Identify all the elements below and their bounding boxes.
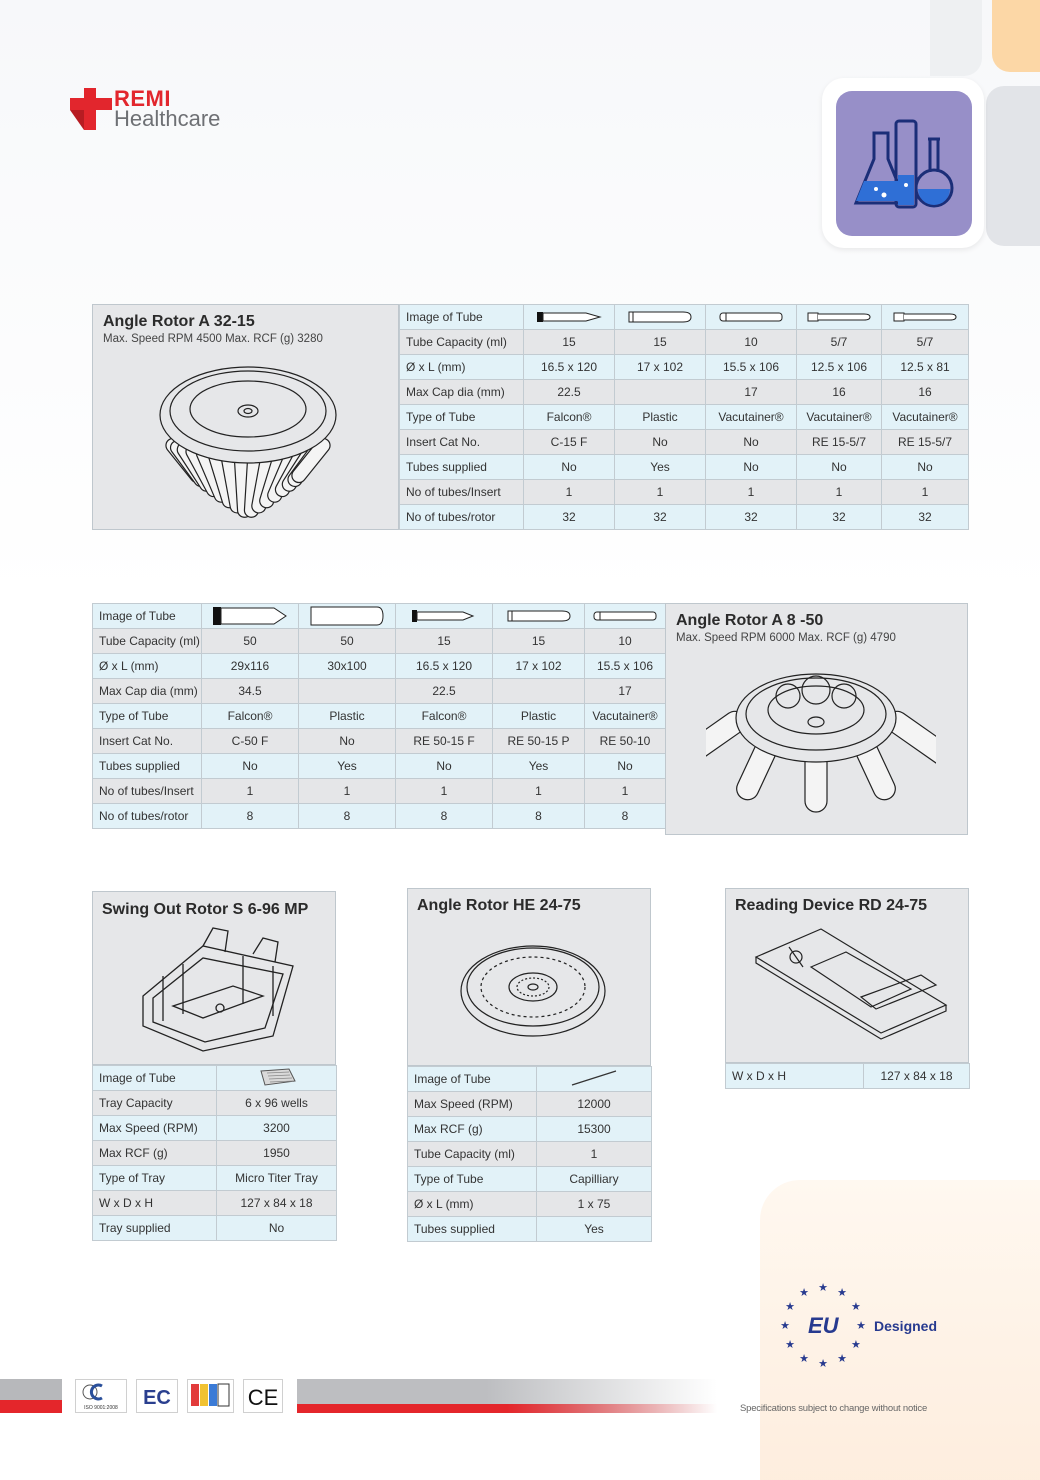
brand-logo	[70, 88, 250, 138]
spec-row	[93, 604, 666, 629]
spec-cell: 12000	[537, 1092, 652, 1117]
cross-logo-icon	[70, 88, 112, 130]
spec-row	[93, 1066, 337, 1091]
spec-row	[408, 1192, 652, 1217]
spec-cell: 127 x 84 x 18	[864, 1064, 970, 1089]
brand-name: REMI	[114, 86, 171, 111]
spec-cell: Micro Titer Tray	[217, 1166, 337, 1191]
tube-image-icon	[202, 604, 299, 629]
spec-row-label: Tubes supplied	[400, 455, 524, 480]
spec-cell: 32	[797, 505, 882, 530]
spec-cell: Yes	[615, 455, 706, 480]
spec-cell: 15	[615, 330, 706, 355]
tube-image-icon	[585, 604, 666, 629]
eu-star-icon: ★	[850, 1300, 861, 1313]
spec-cell: 8	[493, 804, 585, 829]
svg-text:EC: EC	[143, 1387, 171, 1409]
spec-cell: 1 x 75	[537, 1192, 652, 1217]
spec-row	[400, 355, 969, 380]
eu-star-icon: ★	[785, 1338, 796, 1351]
spec-cell: 1	[585, 779, 666, 804]
spec-row-label: Image of Tube	[408, 1067, 537, 1092]
reading-device-illustration	[751, 927, 951, 1047]
decorative-corner	[930, 0, 982, 76]
spec-cell: 1	[882, 480, 969, 505]
spec-cell: 1	[493, 779, 585, 804]
spec-cell: 22.5	[396, 679, 493, 704]
spec-row-label: Tray Capacity	[93, 1091, 217, 1116]
rotor-a32-title: Angle Rotor A 32-15	[103, 313, 255, 330]
rotor-a8-illustration	[706, 656, 936, 834]
spec-row	[400, 455, 969, 480]
spec-row-label: Max Cap dia (mm)	[93, 679, 202, 704]
spec-row	[93, 1116, 337, 1141]
spec-row-label: W x D x H	[93, 1191, 217, 1216]
spec-row-label: Image of Tube	[93, 604, 202, 629]
spec-cell: 32	[524, 505, 615, 530]
reading-device-spec-table	[725, 1063, 970, 1089]
spec-cell: Falcon®	[396, 704, 493, 729]
eu-star-icon: ★	[799, 1351, 809, 1365]
spec-cell: Yes	[537, 1217, 652, 1242]
spec-cell: 5/7	[797, 330, 882, 355]
spec-row-label: No of tubes/rotor	[93, 804, 202, 829]
spec-row	[93, 654, 666, 679]
spec-row	[400, 480, 969, 505]
swing-rotor-spec-table	[92, 1065, 337, 1241]
spec-row	[408, 1167, 652, 1192]
spec-row-label: Ø x L (mm)	[408, 1192, 537, 1217]
footer-bar-left	[0, 1379, 62, 1413]
spec-row-label: Ø x L (mm)	[400, 355, 524, 380]
spec-row-label: No of tubes/Insert	[93, 779, 202, 804]
spec-cell	[493, 679, 585, 704]
spec-row	[93, 629, 666, 654]
spec-row	[93, 804, 666, 829]
spec-cell: 127 x 84 x 18	[217, 1191, 337, 1216]
spec-row	[93, 779, 666, 804]
spec-cell: Vacutainer®	[797, 405, 882, 430]
eu-star-icon: ★	[818, 1357, 828, 1370]
specifications-note: Specifications subject to change without notice	[740, 1403, 928, 1414]
eu-star-icon: ★	[785, 1300, 796, 1313]
spec-row	[726, 1064, 970, 1089]
rotor-a32-illustration	[133, 345, 363, 527]
spec-cell: 15	[396, 629, 493, 654]
spec-cell: Vacutainer®	[706, 405, 797, 430]
eu-star-icon: ★	[856, 1319, 866, 1332]
spec-row	[408, 1117, 652, 1142]
spec-row-label: W x D x H	[726, 1064, 864, 1089]
tube-image-icon	[493, 604, 585, 629]
spec-cell: Capilliary	[537, 1167, 652, 1192]
spec-cell: No	[524, 455, 615, 480]
spec-cell: 15	[524, 330, 615, 355]
ce-mark-icon	[243, 1379, 283, 1413]
rotor-a8-title: Angle Rotor A 8 -50	[676, 612, 824, 629]
rotor-a32-image-panel	[92, 304, 399, 530]
spec-cell: No	[217, 1216, 337, 1241]
eu-designed-label: Designed	[874, 1318, 938, 1334]
spec-cell: 30x100	[299, 654, 396, 679]
spec-cell: 32	[615, 505, 706, 530]
spec-row-label: Max RCF (g)	[408, 1117, 537, 1142]
spec-cell: 1	[396, 779, 493, 804]
tube-image-icon	[797, 305, 882, 330]
spec-cell: C-50 F	[202, 729, 299, 754]
spec-cell: 6 x 96 wells	[217, 1091, 337, 1116]
swing-rotor-illustration	[133, 926, 303, 1056]
spec-cell: 8	[396, 804, 493, 829]
spec-cell: 1	[524, 480, 615, 505]
spec-cell: RE 15-5/7	[882, 430, 969, 455]
spec-row	[408, 1092, 652, 1117]
spec-row-label: Tubes supplied	[408, 1217, 537, 1242]
rotor-a32-spec-table	[399, 304, 969, 530]
eu-star-icon: ★	[837, 1351, 847, 1365]
spec-row	[408, 1217, 652, 1242]
spec-cell: Falcon®	[524, 405, 615, 430]
spec-cell: 15	[493, 629, 585, 654]
spec-cell: No	[202, 754, 299, 779]
spec-cell: Falcon®	[202, 704, 299, 729]
spec-row-label: No of tubes/rotor	[400, 505, 524, 530]
rotor-a8-subtitle: Max. Speed RPM 6000 Max. RCF (g) 4790	[676, 632, 896, 644]
spec-cell: 1	[202, 779, 299, 804]
spec-cell: 17 x 102	[493, 654, 585, 679]
swing-rotor-title: Swing Out Rotor S 6-96 MP	[102, 901, 309, 918]
spec-row	[400, 505, 969, 530]
spec-cell: No	[706, 455, 797, 480]
spec-row-label: Max RCF (g)	[93, 1141, 217, 1166]
spec-cell: Plastic	[493, 704, 585, 729]
spec-row	[400, 380, 969, 405]
lab-glassware-icon	[836, 91, 972, 236]
reading-device-image-panel	[725, 888, 969, 1063]
spec-cell: 1	[706, 480, 797, 505]
spec-cell: 1950	[217, 1141, 337, 1166]
spec-cell: 8	[202, 804, 299, 829]
he-rotor-image-panel	[407, 888, 651, 1066]
spec-cell: No	[706, 430, 797, 455]
spec-cell: 1	[299, 779, 396, 804]
spec-row-label: Max Speed (RPM)	[93, 1116, 217, 1141]
spec-cell: No	[299, 729, 396, 754]
spec-row-label: Insert Cat No.	[400, 430, 524, 455]
spec-cell	[299, 679, 396, 704]
ce-mark-label: CE	[247, 1385, 279, 1410]
spec-cell: 50	[202, 629, 299, 654]
spec-row	[408, 1142, 652, 1167]
swing-rotor-image-panel	[92, 891, 336, 1065]
spec-cell: No	[882, 455, 969, 480]
spec-row-label: Tray supplied	[93, 1216, 217, 1241]
spec-row	[408, 1067, 652, 1092]
spec-cell: Plastic	[299, 704, 396, 729]
spec-cell: No	[797, 455, 882, 480]
tube-image-icon	[615, 305, 706, 330]
he-rotor-title: Angle Rotor HE 24-75	[417, 897, 581, 914]
spec-cell: No	[615, 430, 706, 455]
spec-cell: 8	[299, 804, 396, 829]
spec-cell: Vacutainer®	[585, 704, 666, 729]
quality-cert-icon	[187, 1379, 234, 1413]
spec-row	[93, 754, 666, 779]
spec-row	[93, 1166, 337, 1191]
rotor-a32-subtitle: Max. Speed RPM 4500 Max. RCF (g) 3280	[103, 333, 323, 345]
spec-cell: No	[585, 754, 666, 779]
spec-cell: No	[396, 754, 493, 779]
eu-star-icon: ★	[780, 1319, 790, 1332]
spec-row	[400, 330, 969, 355]
spec-cell: RE 50-10	[585, 729, 666, 754]
eu-star-icon: ★	[850, 1338, 861, 1351]
spec-row-label: Max Speed (RPM)	[408, 1092, 537, 1117]
spec-row-label: Max Cap dia (mm)	[400, 380, 524, 405]
spec-cell: Yes	[493, 754, 585, 779]
he-rotor-spec-table	[407, 1066, 652, 1242]
spec-row-label: Tubes supplied	[93, 754, 202, 779]
spec-cell: 17	[706, 380, 797, 405]
spec-cell	[615, 380, 706, 405]
spec-row	[93, 1141, 337, 1166]
spec-cell: 16	[882, 380, 969, 405]
eu-star-icon: ★	[799, 1286, 809, 1300]
iso-cert-label: ISO 9001:2008	[84, 1405, 118, 1411]
spec-row	[93, 1091, 337, 1116]
spec-cell: 16.5 x 120	[524, 355, 615, 380]
spec-cell: 5/7	[882, 330, 969, 355]
tube-image-icon	[524, 305, 615, 330]
iso-logo-icon	[76, 1380, 126, 1412]
brand-tagline: Healthcare	[114, 106, 221, 131]
tube-image-icon	[706, 305, 797, 330]
spec-cell: 12.5 x 106	[797, 355, 882, 380]
spec-cell: 1	[615, 480, 706, 505]
spec-row	[93, 704, 666, 729]
spec-row-label: No of tubes/Insert	[400, 480, 524, 505]
spec-cell: 29x116	[202, 654, 299, 679]
spec-cell: RE 50-15 P	[493, 729, 585, 754]
rotor-a8-spec-table	[92, 603, 666, 829]
spec-cell: RE 15-5/7	[797, 430, 882, 455]
spec-row	[400, 405, 969, 430]
tube-image-icon	[396, 604, 493, 629]
spec-cell: Plastic	[615, 405, 706, 430]
spec-cell: 15300	[537, 1117, 652, 1142]
spec-row	[93, 679, 666, 704]
spec-cell: 8	[585, 804, 666, 829]
eu-star-icon: ★	[837, 1286, 847, 1300]
spec-row	[93, 729, 666, 754]
spec-row-label: Insert Cat No.	[93, 729, 202, 754]
spec-row-label: Type of Tube	[400, 405, 524, 430]
tube-image-icon	[882, 305, 969, 330]
spec-cell: 10	[585, 629, 666, 654]
spec-cell: 16.5 x 120	[396, 654, 493, 679]
spec-cell: 3200	[217, 1116, 337, 1141]
spec-cell: 12.5 x 81	[882, 355, 969, 380]
spec-cell: 17 x 102	[615, 355, 706, 380]
spec-cell: 22.5	[524, 380, 615, 405]
spec-row-label: Tube Capacity (ml)	[400, 330, 524, 355]
spec-row-label: Tube Capacity (ml)	[408, 1142, 537, 1167]
decorative-corner-grey	[986, 86, 1040, 246]
spec-cell: 32	[706, 505, 797, 530]
micro-titer-tray-icon	[217, 1066, 337, 1091]
spec-row-label: Tube Capacity (ml)	[93, 629, 202, 654]
spec-row-label: Type of Tray	[93, 1166, 217, 1191]
decorative-corner-peach	[992, 0, 1040, 72]
spec-cell: C-15 F	[524, 430, 615, 455]
reading-device-title: Reading Device RD 24-75	[735, 897, 928, 914]
spec-cell: 1	[797, 480, 882, 505]
iso-cert-icon	[75, 1379, 127, 1413]
spec-row-label: Image of Tube	[400, 305, 524, 330]
ec-cert-icon	[136, 1379, 178, 1413]
tube-image-icon	[299, 604, 396, 629]
spec-row	[400, 430, 969, 455]
spec-cell: 16	[797, 380, 882, 405]
spec-cell: 50	[299, 629, 396, 654]
spec-cell: 34.5	[202, 679, 299, 704]
eu-designed-badge	[778, 1281, 963, 1371]
spec-row-label: Ø x L (mm)	[93, 654, 202, 679]
spec-cell: 32	[882, 505, 969, 530]
spec-cell: RE 50-15 F	[396, 729, 493, 754]
spec-row-label: Type of Tube	[408, 1167, 537, 1192]
spec-row	[93, 1191, 337, 1216]
eu-mark: EU	[808, 1313, 839, 1338]
he-rotor-illustration	[458, 941, 608, 1041]
spec-row	[400, 305, 969, 330]
spec-cell: 10	[706, 330, 797, 355]
spec-cell: Yes	[299, 754, 396, 779]
footer-bar-right-red	[297, 1404, 717, 1413]
spec-row-label: Type of Tube	[93, 704, 202, 729]
spec-row-label: Image of Tube	[93, 1066, 217, 1091]
spec-cell: 15.5 x 106	[706, 355, 797, 380]
spec-cell: 1	[537, 1142, 652, 1167]
spec-cell: 15.5 x 106	[585, 654, 666, 679]
eu-star-icon: ★	[818, 1281, 828, 1294]
spec-cell: 17	[585, 679, 666, 704]
rotor-a8-image-panel	[665, 603, 968, 835]
spec-cell: Vacutainer®	[882, 405, 969, 430]
spec-row	[93, 1216, 337, 1241]
capillary-tube-icon	[537, 1067, 652, 1092]
